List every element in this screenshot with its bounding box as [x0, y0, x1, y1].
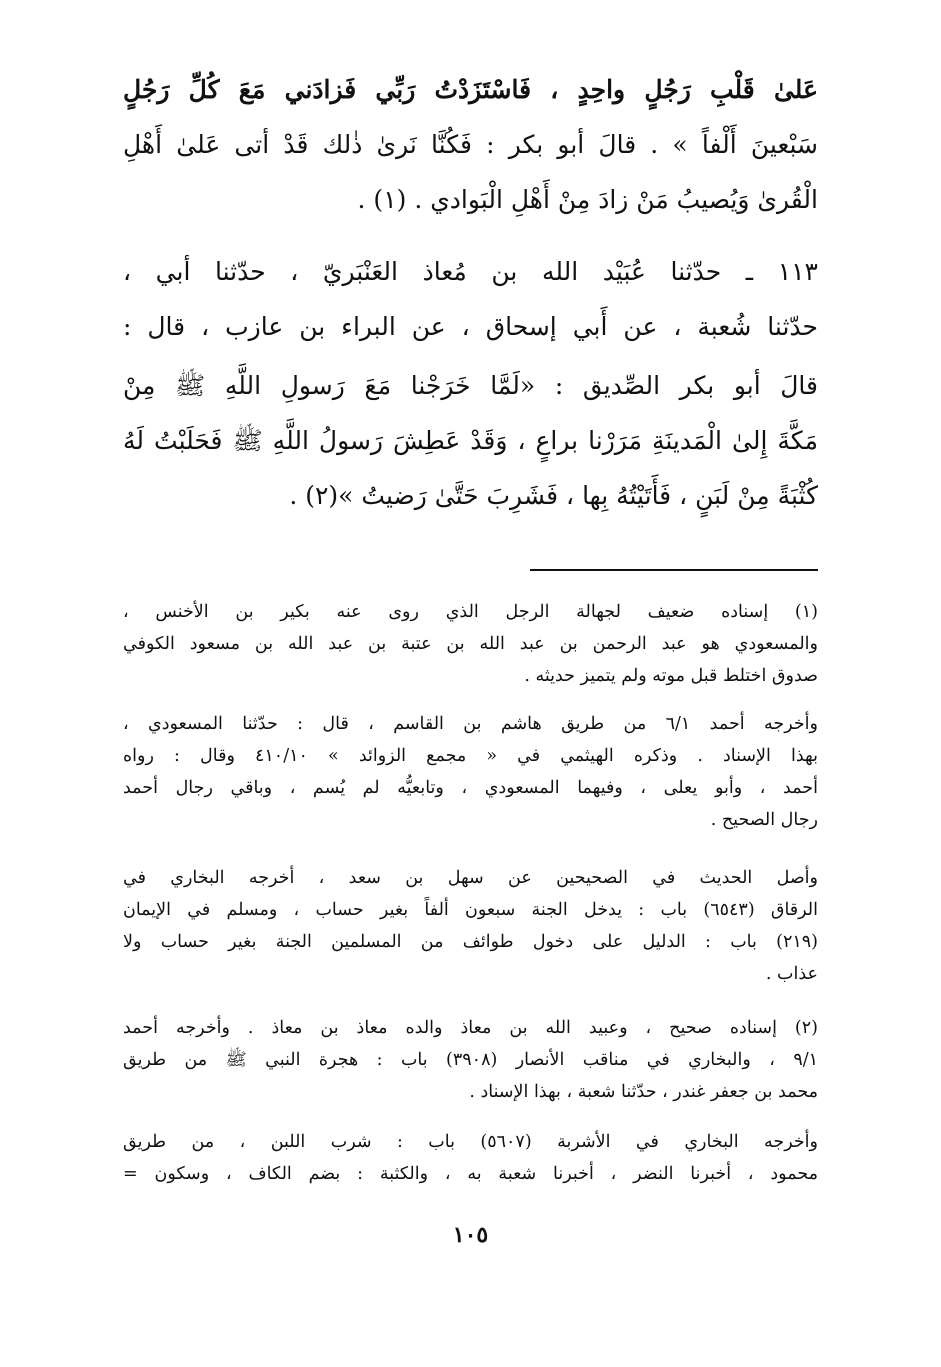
main-text-line: حدّثنا شُعبة ، عن أَبي إسحاق ، عن البراء بن عازب ، قال : — [123, 312, 818, 341]
footnote-2 — [123, 1012, 818, 1108]
footnote-line: صدوق اختلط قبل موته ولم يتميز حديثه . — [524, 666, 818, 686]
main-text-line: ١١٣ ـ حدّثنا عُبَيْد الله بن مُعاذ العَنْبَريّ ، حدّثنا أبي ، — [123, 257, 818, 286]
footnote-line: (٢) إسناده صحيح ، وعبيد الله بن معاذ والده معاذ بن معاذ . وأخرجه أحمد — [123, 1018, 818, 1038]
main-text-line: كُثْبَةً مِنْ لَبَنٍ ، فَأَتَيْتُهُ بِها ، فَشَرِبَ حَتَّىٰ رَضيتُ »(٢) . — [289, 481, 818, 510]
footnote-line: (٢١٩) باب : الدليل على دخول طوائف من المسلمين الجنة بغير حساب ولا — [123, 932, 818, 952]
main-text-line: مَكَّةَ إِلىٰ الْمَدينَةِ مَرَرْنا براعٍ ، وَقَدْ عَطِشَ رَسولُ اللَّهِ ﷺ فَحَلَبْتُ لَهُ — [123, 426, 818, 455]
footnote-line: محمد بن جعفر غندر ، حدّثنا شعبة ، بهذا الإسناد . — [469, 1082, 818, 1102]
footnote-1 — [123, 596, 818, 692]
footnote-line: عذاب . — [765, 964, 818, 984]
footnote-line: الرقاق (٦٥٤٣) باب : يدخل الجنة سبعون ألفاً بغير حساب ، ومسلم في الإيمان — [123, 900, 818, 920]
main-text-line: عَلىٰ قَلْبِ رَجُلٍ واحِدٍ ، فَاسْتَزَدْتُ رَبِّي فَزادَني مَعَ كُلِّ رَجُلٍ — [123, 75, 818, 104]
footnote-line: بهذا الإسناد . وذكره الهيثمي في « مجمع الزوائد » ٤١٠/١٠ وقال : رواه — [123, 746, 818, 766]
footnote-line: والمسعودي هو عبد الرحمن بن عبد الله بن عتبة بن عبد الله بن مسعود الكوفي — [123, 634, 818, 654]
footnote-line: رجال الصحيح . — [710, 810, 818, 830]
hadith-113-matn — [123, 358, 818, 523]
footnote-1-continuation-a — [123, 708, 818, 836]
main-paragraph-continuation — [123, 62, 818, 227]
footnote-line: أحمد ، وأبو يعلى ، وفيهما المسعودي ، وتابعيُّه لم يُسم ، وباقي رجال أحمد — [123, 778, 818, 798]
footnote-line: (١) إسناده ضعيف لجهالة الرجل الذي روى عنه بكير بن الأخنس ، — [123, 602, 818, 622]
footnote-line: وأخرجه البخاري في الأشربة (٥٦٠٧) باب : شرب اللبن ، من طريق — [123, 1132, 818, 1152]
footnote-line: وأصل الحديث في الصحيحين عن سهل بن سعد ، أخرجه البخاري في — [123, 868, 818, 888]
main-text-line: سَبْعينَ أَلْفاً » . قالَ أبو بكر : فَكُنَّا نَرىٰ ذٰلك قَدْ أتى عَلىٰ أَهْلِ — [123, 130, 818, 159]
main-text-line: الْقُرىٰ وَيُصيبُ مَنْ زادَ مِنْ أَهْلِ الْبَوادي . (١) . — [357, 185, 818, 214]
footnote-line: وأخرجه أحمد ٦/١ من طريق هاشم بن القاسم ، قال : حدّثنا المسعودي ، — [123, 714, 818, 734]
footnote-2-continuation — [123, 1126, 818, 1190]
page-number: ١٠٥ — [452, 1222, 489, 1248]
footnote-line: محمود ، أخبرنا النضر ، أخبرنا شعبة به ، والكثبة : بضم الكاف ، وسكون = — [123, 1164, 818, 1184]
footnote-1-continuation-b — [123, 862, 818, 990]
footnote-divider — [530, 569, 818, 571]
hadith-113-isnad — [123, 244, 818, 354]
footnote-line: ٩/١ ، والبخاري في مناقب الأنصار (٣٩٠٨) باب : هجرة النبي ﷺ من طريق — [123, 1050, 818, 1070]
main-text-line: قالَ أبو بكر الصِّديق : «لَمَّا خَرَجْنا مَعَ رَسولِ اللَّهِ ﷺ مِنْ — [123, 371, 818, 400]
